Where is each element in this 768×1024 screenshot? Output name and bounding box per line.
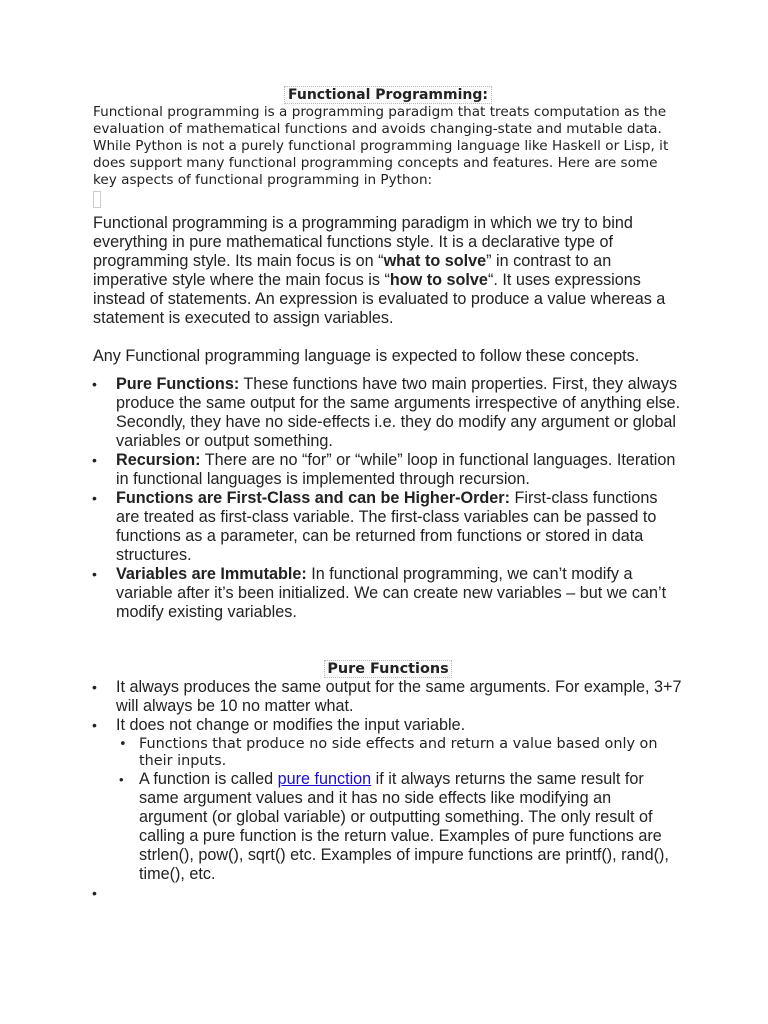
definition-text-1: Functional programming is a programming paradigm in which we try to bind everything in pure mathematical functions style. It is a declarative type of programming style. Its main focus is on “ (93, 214, 633, 270)
concept-term: Recursion: (116, 451, 201, 469)
concept-text: In functional programming, we can’t modify a variable after it’s been initialized. We can create new variables – but we can’t modify existing variables. (116, 565, 667, 621)
placeholder-marker-icon (93, 191, 101, 208)
concept-term: Pure Functions: (116, 375, 240, 393)
list-item (93, 375, 683, 451)
pure-bullet-text: It does not change or modifies the input variable. (116, 716, 466, 734)
list-item (93, 489, 683, 565)
list-item (93, 716, 683, 884)
concept-text: These functions have two main properties. First, they always produce the same output for the same arguments irrespective of anything else. Secondly, they have no side-effects i.e. they do modify any argument or global variables or output something. (116, 375, 681, 450)
pure-functions-sublist (116, 736, 683, 884)
document-title-text: Functional Programming: (284, 86, 492, 104)
concepts-list (93, 375, 683, 622)
definition-paragraph (93, 214, 683, 328)
concept-text: There are no “for” or “while” loop in functional languages. Iteration in functional languages is implemented through recursion. (116, 451, 676, 488)
concepts-intro-paragraph: Any Functional programming language is expected to follow these concepts. (93, 347, 640, 365)
concept-term: Functions are First-Class and can be Higher-Order: (116, 489, 510, 507)
definition-bold-what: what to solve (383, 252, 487, 270)
list-item (93, 565, 683, 622)
pure-bullet-text: It always produces the same output for the same arguments. For example, 3+7 will always be 10 no matter what. (116, 678, 682, 715)
pure-function-link[interactable]: pure function (277, 770, 372, 788)
empty-list-item (93, 884, 683, 903)
sub-list-item (116, 770, 683, 884)
definition-text-3: “. It uses expressions instead of statements. An expression is evaluated to produce a value whereas a statement is executed to assign variables. (93, 271, 666, 327)
list-item (93, 451, 683, 489)
document-title (93, 86, 683, 104)
document-page (93, 86, 683, 903)
list-item (93, 678, 683, 716)
pure-functions-list (93, 678, 683, 903)
sub-list-item (116, 736, 683, 770)
pure-functions-heading (93, 660, 683, 678)
definition-bold-how: how to solve (389, 271, 488, 289)
sub-bullet-text: A function is called (139, 770, 278, 788)
pure-functions-heading-text: Pure Functions (324, 660, 451, 678)
concept-text: First-class functions are treated as first-class variable. The first-class variables can be passed to functions as a parameter, can be returned from functions or stored in data structures. (116, 489, 658, 564)
concept-term: Variables are Immutable: (116, 565, 307, 583)
sub-bullet-text: Functions that produce no side effects and return a value based only on their inputs. (139, 736, 658, 769)
definition-text-2: ” in contrast to an imperative style where the main focus is “ (93, 252, 612, 289)
sub-bullet-text: if it always returns the same result for same argument values and it has no side effects like modifying an argument (or global variable) or outputting something. The only result of calling a pure function is the return value. Examples of pure functions are strlen(), pow(), sqrt() etc. Examples of impure functions are printf(), rand(), time(), etc. (139, 770, 669, 883)
intro-paragraph: Functional programming is a programming paradigm that treats computation as the evaluation of mathematical functions and avoids changing-state and mutable data. While Python is not a purely functional programming language like Haskell or Lisp, it does support many functional programming concepts and features. Here are some key aspects of functional programming in Python: (93, 104, 669, 188)
